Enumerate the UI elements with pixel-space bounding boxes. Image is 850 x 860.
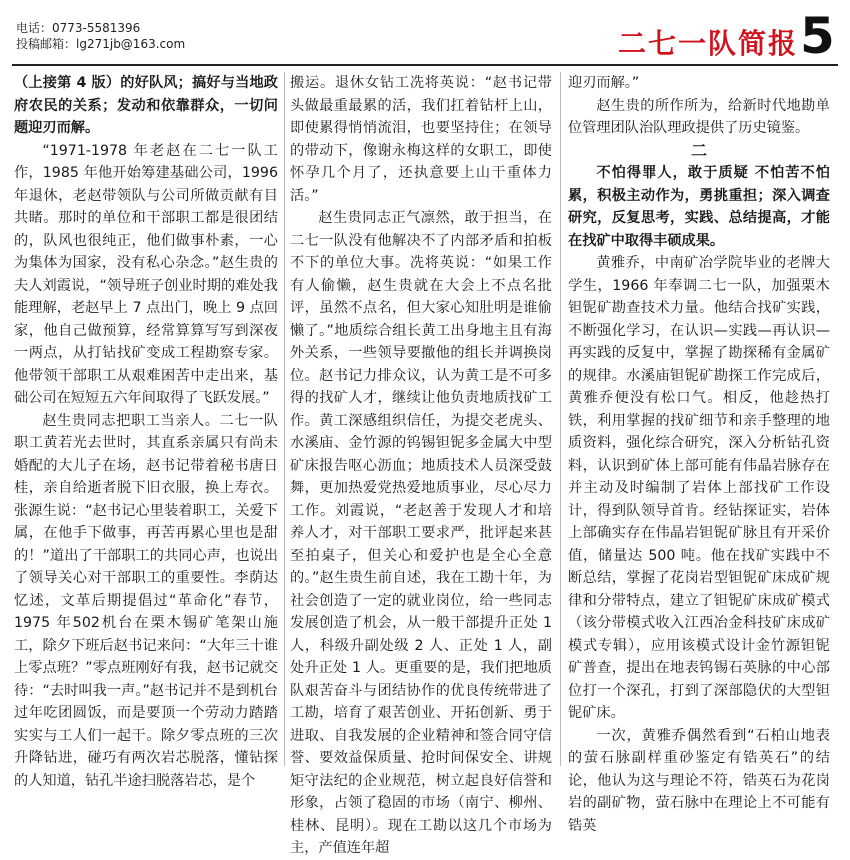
section-lead: 不怕得罪人，敢于质疑 不怕苦不怕累，积极主动作为，勇挑重担；深入调查研究，反复思考，实践、总结提高，才能在找矿中取得丰硕成果。 [568,165,830,249]
continued-lead: （上接第 4 版）的好队风；搞好与当地政府农民的关系；发动和依靠群众，一切问题迎刃而解。 [14,75,278,136]
header-rule [12,64,838,66]
section-heading: 二 [690,140,707,160]
paragraph: “1971-1978 年老赵在二七一队工作，1985 年他开始筹建基础公司，1996 年退休，老赵带领队与公司所做贡献有目共睹。那时的单位和干部职工都是很团结的，队风也很纯正，他们做事朴素，一心为集体为国家，没有私心杂念。”赵生贵的夫人刘霞说，“领导班子创业时期的难处我能理解，老赵早上 7 点出门，晚上 9 点回家，他自己做预算，经常算算写写到深夜一两点，从打钻找矿变成工程勘察专家。他带领干部职工从艰难困苦中走出来，基础公司在短短五六年间取得了飞跃发展。” [14,142,278,406]
column-2 [290,72,552,856]
phone-line: 电话：0773-5581396 [16,21,141,35]
paragraph: 搬运。退休女钻工冼将英说：“赵书记带头做最重最累的活，我们扛着钻杆上山，即使累得悄悄流泪，也要坚持住；在领导的带动下，像谢永梅这样的女职工，即使怀孕几个月了，还执意要上山干重体力活。” [290,75,552,204]
paragraph: 赵生贵同志把职工当亲人。二七一队职工黄若光去世时，其直系亲属只有尚未婚配的大儿子在场，赵书记带着秘书唐日桂，亲自给逝者脱下旧衣服，换上寿衣。张源生说：“赵书记心里装着职工，关爱下属，在他手下做事，再苦再累心里也是甜的！”道出了干部职工的共同心声，也说出了领导关心对干部职工的重要性。李荫达忆述，文革后期提倡过“革命化”春节，1975 年502机台在栗木锡矿笔架山施工，除夕下班后赵书记来问：“大年三十谁上零点班？”零点班刚好有我，赵书记就交待：“去时叫我一声。”赵书记并不是到机台过年吃团圆饭，而是要顶一个劳动力踏踏实实与工人们一起干。除夕零点班的三次升降钻进，碰巧有两次岩芯脱落，懂钻探的人知道，钻孔半途扫脱落岩芯，是个 [14,412,278,789]
paragraph: 一次，黄雅乔偶然看到“石柏山地表的萤石脉副样重砂鉴定有锆英石”的结论，他认为这与理论不符，锆英石为花岗岩的副矿物，萤石脉中在理论上不可能有锆英 [568,727,830,834]
paragraph: 赵生贵的所作所为，给新时代地勘单位管理团队治队理政提供了历史镜鉴。 [568,97,830,136]
paragraph: 赵生贵同志正气凛然，敢于担当，在二七一队没有他解决不了内部矛盾和拍板不下的单位大事。冼将英说：“如果工作有人偷懒，赵生贵就在大会上不点名批评，虽然不点名，但大家心知肚明是谁偷懒了。”地质综合组长黄工出身地主且有海外关系，一些领导要撤他的组长并调换岗位。赵书记力排众议，认为黄工是不可多得的找矿人才，继续让他负责地质找矿工作。黄工深感组织信任，为提交老虎头、水溪庙、金竹源的钨锡钽铌多金属大中型矿床报告呕心沥血；地质技术人员深受鼓舞，更加热爱党热爱地质事业，尽心尽力工作。刘霞说，“老赵善于发现人才和培养人才，对干部职工要求严，批评起来甚至拍桌子，但关心和爱护也是全心全意的。”赵生贵生前自述，我在工勘十年，为社会创造了一定的就业岗位，给一些同志发展创造了机会，从一般干部提升正处 1 人，科级升副处级 2 人、正处 1 人，副处升正处 1 人。更重要的是，我们把地质队艰苦奋斗与团结协作的优良传统带进了工勘，培育了艰苦创业、开拓创新、勇于进取、自我发展的企业精神和签合同守信誉、要效益保质量、抢时间保安全、讲规矩守法纪的企业规范，树立起良好信誉和形象，占领了稳固的市场（南宁、柳州、桂林、昆明）。现在工勘以这几个市场为主，产值连年超 [290,210,552,856]
email-line: 投稿邮箱：lg271jb@163.com [16,37,186,51]
contact-info [16,20,185,52]
column-divider [560,72,561,766]
page-number: 5 [800,7,835,65]
page-header [0,0,850,66]
column-1 [14,72,278,789]
masthead-title: 二七一队简报 [618,27,799,60]
column-3 [568,72,830,834]
paragraph: 迎刃而解。” [568,75,640,91]
column-divider [284,72,285,766]
paragraph: 黄雅乔，中南矿冶学院毕业的老牌大学生，1966 年奉调二七一队，加强栗木钽铌矿勘查技术力量。他结合找矿实践，不断强化学习，在认识—实践—再认识—再实践的反复中，掌握了勘探稀有金属矿的规律。水溪庙钽铌矿勘探工作完成后，黄雅乔便没有松口气。相反，他趁热打铁，利用掌握的找矿细节和亲手整理的地质资料，强化综合研究，深入分析钻孔资料，认识到矿体上部可能有伟晶岩脉存在并主动及时编制了岩体上部找矿工作设计，得到队领导首肯。经钻探证实，岩体上部确实存在伟晶岩钽铌矿脉且有开采价值，储量达 500 吨。他在找矿实践中不断总结，掌握了花岗岩型钽铌矿床成矿规律和分带特点，建立了钽铌矿床成矿模式（该分带模式收入江西冶金科技矿床成矿模式专辑），应用该模式设计金竹源钽铌矿普查，提出在地表钨锡石英脉的中心部位打一个深孔，打到了深部隐伏的大型钽铌矿床。 [568,255,830,721]
